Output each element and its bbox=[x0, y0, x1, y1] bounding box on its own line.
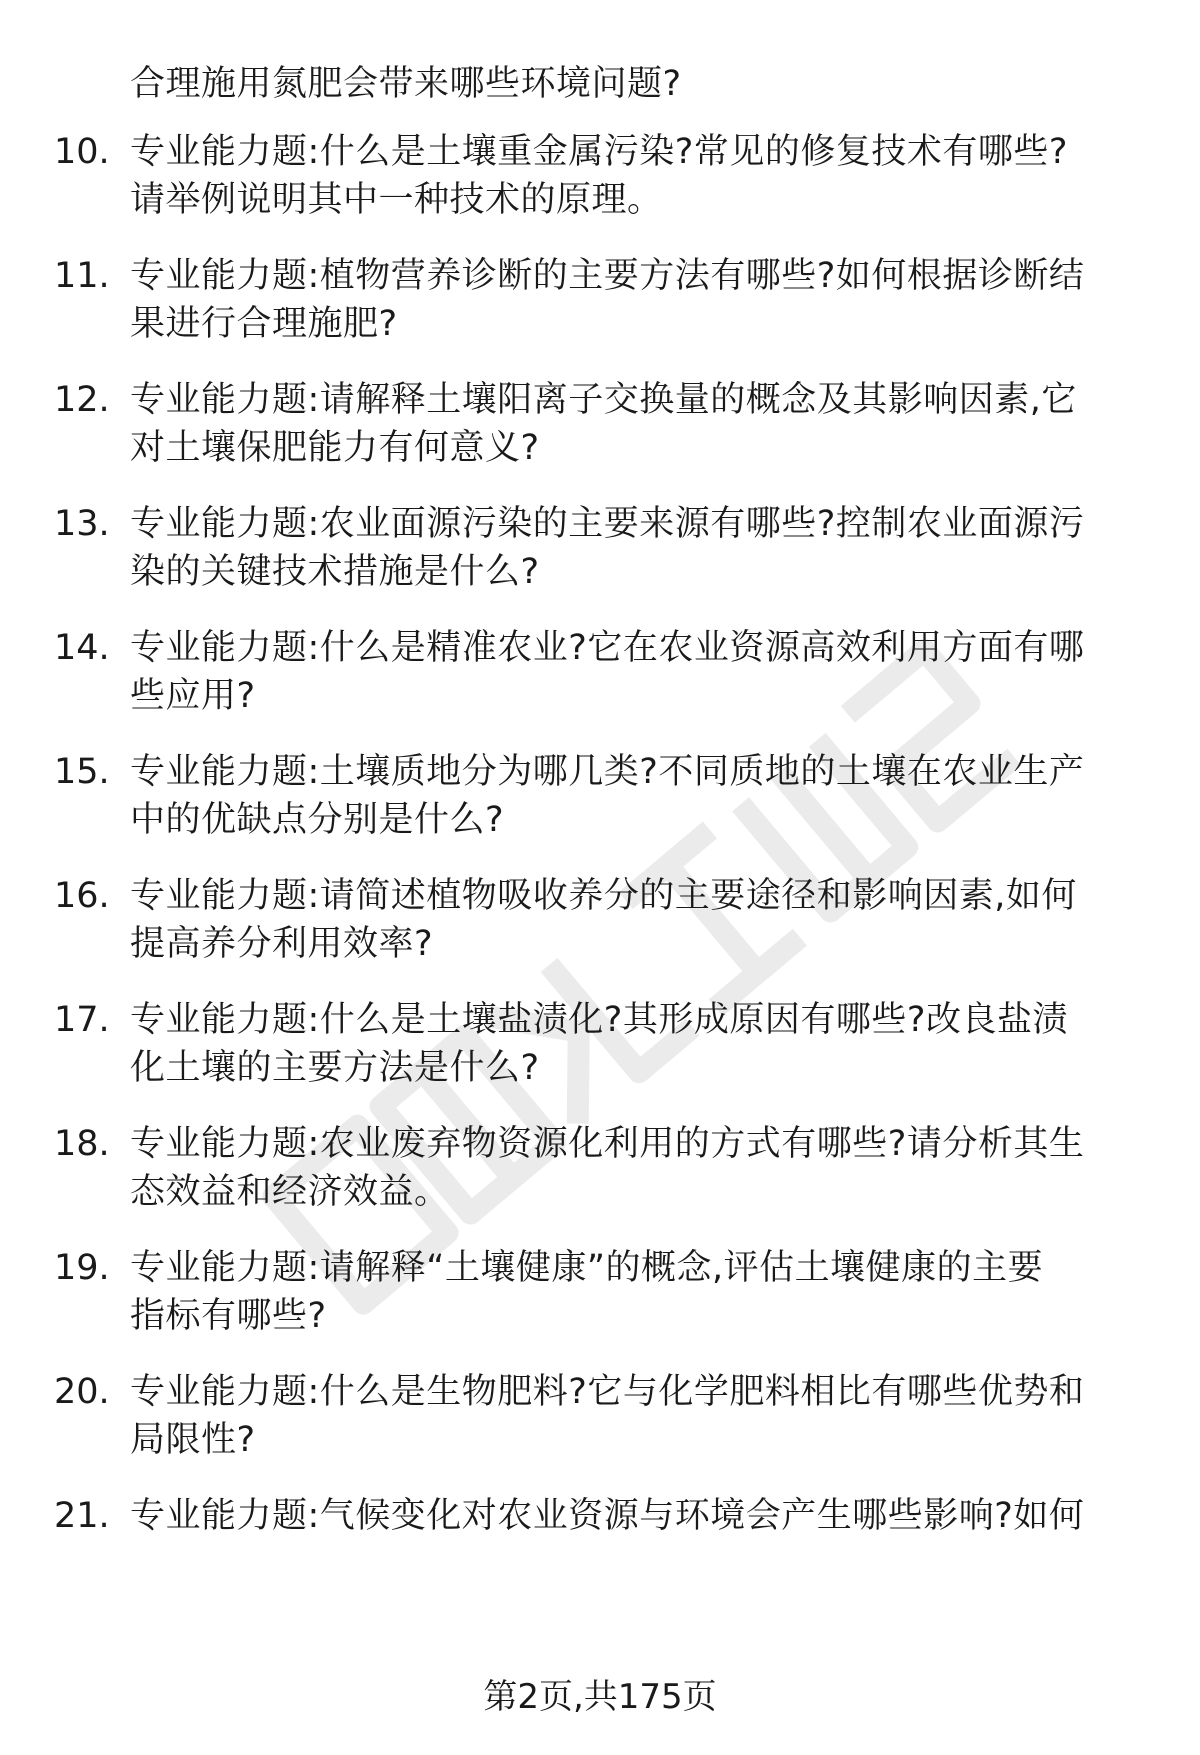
question-number: 21. bbox=[54, 1496, 110, 1536]
question-text-line: 染的关键技术措施是什么? bbox=[130, 552, 540, 592]
question-number: 18. bbox=[54, 1124, 110, 1164]
question-number: 16. bbox=[54, 876, 110, 916]
question-number: 14. bbox=[54, 628, 110, 668]
question-number: 12. bbox=[54, 380, 110, 420]
continuation-line: 合理施用氮肥会带来哪些环境问题? bbox=[130, 64, 682, 104]
question-text-line: 中的优缺点分别是什么? bbox=[130, 800, 505, 840]
question-text-line: 些应用? bbox=[130, 676, 256, 716]
question-text-line: 专业能力题:土壤质地分为哪几类?不同质地的土壤在农业生产 bbox=[130, 752, 1085, 792]
question-number: 19. bbox=[54, 1248, 110, 1288]
question-text-line: 提高养分利用效率? bbox=[130, 924, 434, 964]
question-text-line: 指标有哪些? bbox=[130, 1296, 327, 1336]
question-text-line: 专业能力题:请解释“土壤健康”的概念,评估土壤健康的主要 bbox=[130, 1248, 1044, 1288]
question-text-line: 专业能力题:什么是精准农业?它在农业资源高效利用方面有哪 bbox=[130, 628, 1085, 668]
question-text-line: 专业能力题:农业面源污染的主要来源有哪些?控制农业面源污 bbox=[130, 504, 1085, 544]
question-number: 17. bbox=[54, 1000, 110, 1040]
question-text-line: 对土壤保肥能力有何意义? bbox=[130, 428, 540, 468]
question-text-line: 专业能力题:什么是土壤盐渍化?其形成原因有哪些?改良盐渍 bbox=[130, 1000, 1068, 1040]
question-text-line: 专业能力题:什么是土壤重金属污染?常见的修复技术有哪些? bbox=[130, 132, 1068, 172]
page-footer: 第2页,共175页 bbox=[483, 1677, 717, 1717]
question-text-line: 专业能力题:什么是生物肥料?它与化学肥料相比有哪些优势和 bbox=[130, 1372, 1085, 1412]
question-text-line: 专业能力题:请简述植物吸收养分的主要途径和影响因素,如何 bbox=[130, 876, 1077, 916]
question-number: 11. bbox=[54, 256, 110, 296]
question-number: 10. bbox=[54, 132, 110, 172]
question-text-line: 果进行合理施肥? bbox=[130, 304, 398, 344]
question-number: 15. bbox=[54, 752, 110, 792]
question-text-line: 请举例说明其中一种技术的原理。 bbox=[130, 180, 663, 220]
question-text-line: 专业能力题:请解释土壤阳离子交换量的概念及其影响因素,它 bbox=[130, 380, 1077, 420]
question-text-line: 局限性? bbox=[130, 1420, 256, 1460]
question-number: 20. bbox=[54, 1372, 110, 1412]
question-text-line: 专业能力题:农业废弃物资源化利用的方式有哪些?请分析其生 bbox=[130, 1124, 1085, 1164]
question-text-line: 专业能力题:气候变化对农业资源与环境会产生哪些影响?如何 bbox=[130, 1496, 1085, 1536]
question-text-line: 化土壤的主要方法是什么? bbox=[130, 1048, 540, 1088]
question-text-line: 专业能力题:植物营养诊断的主要方法有哪些?如何根据诊断结 bbox=[130, 256, 1085, 296]
question-text-line: 态效益和经济效益。 bbox=[130, 1172, 450, 1212]
question-number: 13. bbox=[54, 504, 110, 544]
